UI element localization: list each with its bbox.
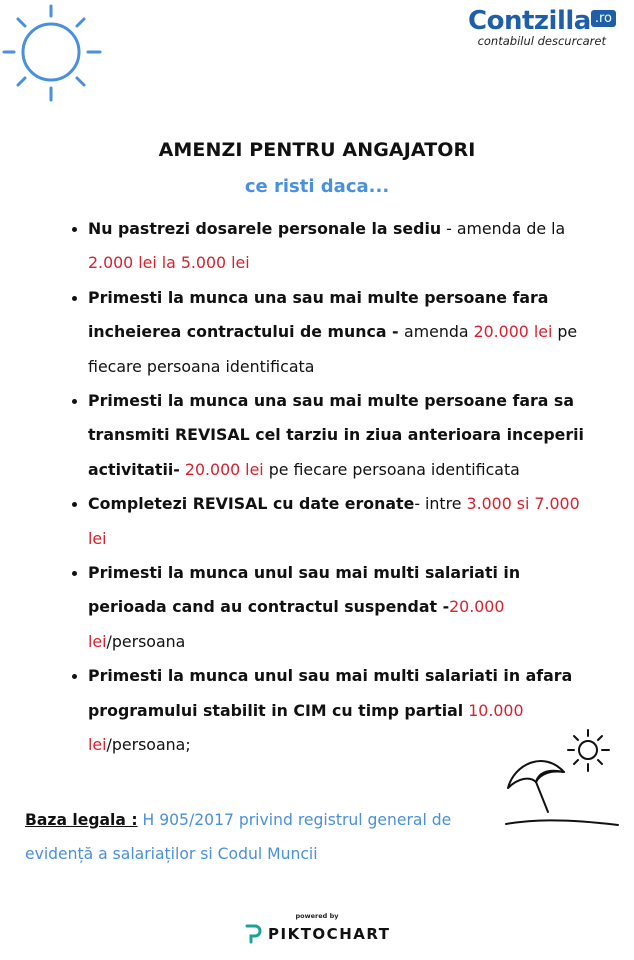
fine-text-after: pe fiecare persoana identificata: [88, 322, 578, 376]
fine-offense: Primesti la munca unul sau mai multi salariati in afara programului stabilit in CIM cu timp partial: [88, 666, 573, 720]
fine-offense: Primesti la munca una sau mai multe persoane fara sa transmiti REVISAL cel tarziu in ziua anterioara inceperii activitatii-: [88, 391, 584, 479]
fine-text-after: /persoana: [106, 631, 186, 651]
piktochart-logo-icon: [244, 924, 262, 944]
legal-basis: [25, 803, 495, 871]
page-title: AMENZI PENTRU ANGAJATORI: [158, 139, 476, 161]
fine-offense: Completezi REVISAL cu date eronate: [88, 494, 415, 514]
beach-umbrella-icon: [500, 722, 620, 832]
logo-tagline: contabilul descurcaret: [477, 34, 606, 48]
piktochart-brand[interactable]: [244, 922, 394, 946]
fine-amount: 20.000 lei: [473, 322, 553, 342]
fine-item: [88, 556, 598, 659]
fine-amount: 2.000 lei la 5.000 lei: [88, 253, 250, 273]
fine-amount: 3.000 si 7.000 lei: [88, 494, 580, 548]
fine-offense: Primesti la munca unul sau mai multi salariati in perioada cand au contractul suspendat -: [88, 563, 521, 617]
powered-by-label: powered by: [295, 912, 339, 920]
fine-amount: 20.000 lei: [88, 597, 505, 651]
fine-amount: 20.000 lei: [184, 459, 264, 479]
fine-text: amenda: [404, 322, 474, 342]
fine-offense: Nu pastrezi dosarele personale la sediu: [88, 219, 442, 238]
fine-item: [88, 212, 598, 281]
piktochart-wordmark: PIKTOCHART: [268, 925, 391, 943]
fine-amount: 10.000 lei: [88, 700, 524, 755]
page-subtitle: ce risti daca...: [244, 176, 390, 197]
fine-text-after: /persoana;: [106, 735, 191, 755]
fine-item: [88, 487, 598, 556]
fine-text: - intre: [414, 494, 467, 514]
legal-label: Baza legala :: [25, 811, 138, 829]
fine-text-after: pe fiecare persoana identificata: [263, 459, 520, 479]
logo-tld: .ro: [591, 10, 616, 27]
fines-list: [68, 212, 598, 763]
sun-icon: [0, 0, 110, 110]
contzilla-logo: [456, 6, 616, 48]
logo-text: Contzilla: [468, 6, 591, 36]
fine-text: - amenda de la: [441, 219, 566, 238]
fine-item: [88, 384, 598, 487]
fine-offense: Primesti la munca una sau mai multe persoane fara incheierea contractului de munca -: [88, 287, 549, 342]
legal-text: H 905/2017 privind registrul general de evidență a salariaților si Codul Muncii: [25, 811, 452, 863]
fine-item: [88, 281, 598, 384]
